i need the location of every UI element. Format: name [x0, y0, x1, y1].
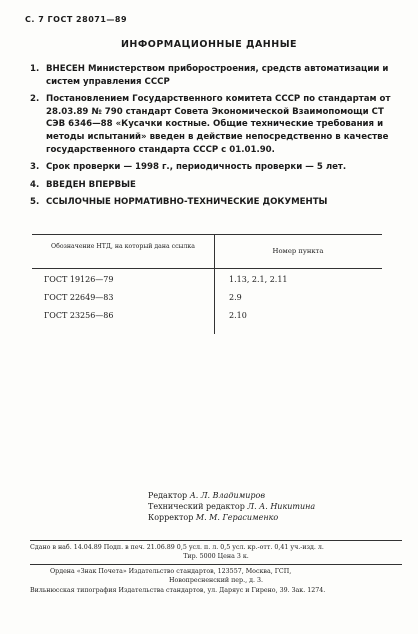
- cell-clause: 2.9: [229, 293, 242, 302]
- editor-line: [148, 490, 315, 501]
- table-header: [32, 235, 382, 268]
- cell-document: ГОСТ 23256—86: [44, 311, 114, 320]
- item-text: Постановлением Государственного комитета СССР по стандартам от 28.03.89 № 790 стандарт Совета Экономической Взаимопомощи СТ СЭВ 6346—88 «Кусачки костные. Общие технические требования и методы испытаний» введен в действие непосредственно в качестве государственного стандарта СССР с 01.01.90.: [46, 94, 391, 155]
- cell-clause: 1.13, 2.1, 2.11: [229, 275, 288, 284]
- editor-name: А. Л. Владимиров: [189, 491, 265, 500]
- info-item-1: [30, 63, 402, 88]
- item-number: 2.: [30, 94, 40, 105]
- item-number: 4.: [30, 179, 40, 190]
- item-number: 3.: [30, 162, 40, 173]
- imprint-circulation: Тир. 5000 Цена 3 к.: [183, 552, 249, 560]
- imprint-block: [30, 537, 402, 596]
- publisher-line: Ордена «Знак Почета» Издательство стандартов, 123557, Москва, ГСП,: [50, 568, 292, 575]
- item-text: ВНЕСЕН Министерством приборостроения, средств автоматизации и систем управления СССР: [46, 64, 389, 87]
- info-item-3: [30, 161, 402, 174]
- page-header: С. 7 ГОСТ 28071—89: [25, 15, 128, 24]
- cell-clause: 2.10: [229, 311, 247, 320]
- printing-house: Вильнюсская типография Издательства стандартов, ул. Даряус и Гирено, 39. Зак. 1274.: [30, 587, 326, 594]
- table-row: [32, 269, 382, 287]
- imprint-rule: [30, 564, 402, 565]
- publisher-info: [30, 568, 402, 585]
- reference-table: [32, 234, 382, 323]
- item-number: 5.: [30, 197, 40, 208]
- table-row: [32, 287, 382, 305]
- editor-name: М. М. Герасименко: [195, 513, 279, 522]
- table-row: [32, 305, 382, 323]
- column-header-document: Обозначение НТД, на который дана ссылка: [51, 243, 195, 250]
- editors-block: [148, 490, 315, 523]
- editor-role: Технический редактор: [148, 502, 245, 511]
- info-item-5: [30, 196, 402, 209]
- column-header-clause: Номер пункта: [272, 247, 324, 255]
- info-items: [30, 63, 402, 214]
- cell-document: ГОСТ 22649—83: [44, 293, 114, 302]
- tech-editor-line: [148, 501, 315, 512]
- corrector-line: [148, 512, 315, 523]
- section-title: ИНФОРМАЦИОННЫЕ ДАННЫЕ: [120, 39, 298, 50]
- item-text: ВВЕДЕН ВПЕРВЫЕ: [46, 179, 136, 190]
- editor-name: Л. А. Никитина: [247, 502, 316, 511]
- imprint-production-data: Сдано в наб. 14.04.89 Подп. в печ. 21.06.89 0,5 усл. п. л. 0,5 усл. кр.-отт. 0,41 уч.-изд. л.: [30, 544, 324, 551]
- info-item-4: [30, 179, 402, 192]
- item-text: Срок проверки — 1998 г., периодичность проверки — 5 лет.: [46, 162, 347, 173]
- editor-role: Редактор: [148, 491, 188, 500]
- item-text: ССЫЛОЧНЫЕ НОРМАТИВНО-ТЕХНИЧЕСКИЕ ДОКУМЕНТЫ: [46, 197, 328, 208]
- info-item-2: [30, 93, 402, 156]
- item-number: 1.: [30, 64, 40, 74]
- publisher-address: Новопресненский пер., д. 3.: [169, 576, 263, 584]
- cell-document: ГОСТ 19126—79: [44, 275, 114, 284]
- editor-role: Корректор: [148, 513, 194, 522]
- imprint-rule: [30, 540, 402, 541]
